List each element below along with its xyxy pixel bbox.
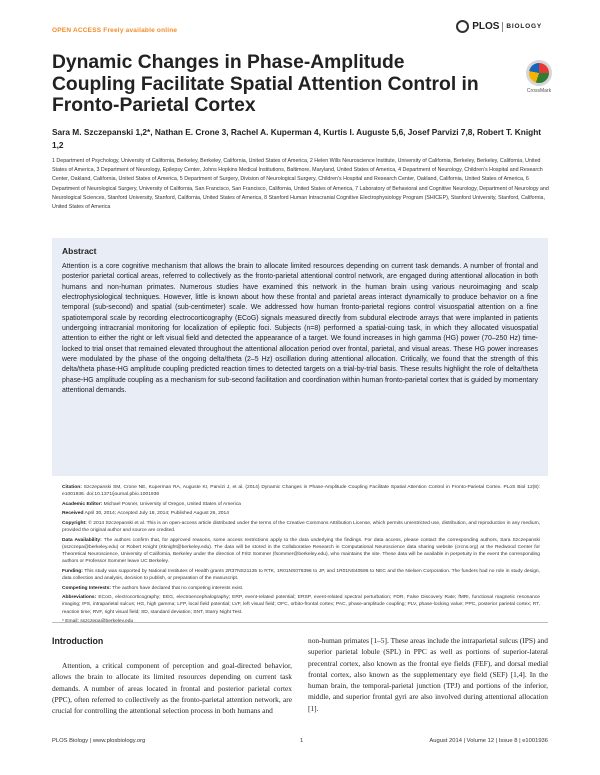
- affiliations: 1 Department of Psychology, University of California, Berkeley, Berkeley, California, United States of America, 2 Helen Wills Neuroscience Institute, University of California, Berkeley, Berkeley, California, United States of America, 3 Department of Neurology, Epilepsy Center, Johns Hopkins Medical Institutions, Baltimore, Maryland, United States of America, 4 Department of Neurology, Children's Hospital and Research Center, Oakland, California, United States of America, 5 Department of Surgery, Division of Neurological Surgery, Children's Hospital and Research Center, Oakland, California, United States of America, 6 Department of Neurological Surgery, University of California, San Francisco, San Francisco, California, United States of America, 7 Laboratory of Behavioral and Cognitive Neurology, Department of Neurology and Neurological Sciences, Stanford University, Stanford, California, United States of America, 8 Stanford Human Intracranial Cognitive Electrophysiology Program (SHICEP), Stanford University, Stanford, California, United States of America: [52, 158, 549, 211]
- publisher-name: PLOS: [472, 21, 500, 32]
- meta-text: This study was supported by National Institutes of Health grants 2R37NS21135 to RTK, 1R01NS078396 to JP, and 1R01NS40596 to NEC and the Nielsen Corporation. The funders had no role in study design, data collection and analysis, decision to publish, or preparation of the manuscript.: [62, 568, 540, 581]
- footer-journal: PLOS Biology | www.plosbiology.org: [52, 738, 146, 744]
- journal-name: BIOLOGY: [506, 23, 542, 30]
- meta-label: Data Availability:: [62, 537, 102, 543]
- meta-text: Szczepanski SM, Crone NE, Kuperman RA, Auguste KI, Parvizi J, et al. (2014) Dynamic Changes in Phase-Amplitude Coupling Facilitate Spatial Attention Control in Fronto-Parietal Cortex. PLoS Biol 12(8): e1001936. doi:10.1371/journal.pbio.1001936: [62, 485, 541, 498]
- editor-line: [62, 501, 540, 508]
- open-access-banner: [52, 27, 177, 34]
- dates-line: [62, 510, 540, 517]
- data-availability-line: [62, 537, 540, 565]
- competing-interests-line: [62, 585, 540, 592]
- meta-label: Copyright:: [62, 521, 87, 527]
- meta-text: Michael Posner, University of Oregon, United States of America: [103, 501, 241, 507]
- open-access-label: OPEN ACCESS Freely available online: [52, 27, 178, 34]
- meta-text: The authors confirm that, for approved reasons, some access restrictions apply to the data underlying the findings. For data access, please contact the corresponding authors, Sara Szczepanski (sszczepa@berkeley.edu) or Robert Knight (rtknight@berkeley.edu). The data will be stored in the Collaborative Research in Computational Neuroscience data sharing website (crcns.org) at the Redwood Center for Theoretical Neuroscience, University of California, Berkeley under the direction of Fritz Sommer (fsommer@berkeley.edu), who maintains the site. These data will be available in perpetuity in the event the corresponding authors or Professor Sommer leave UC Berkeley.: [62, 537, 540, 565]
- intro-right-column: non-human primates [1–5]. These areas include the intraparietal sulcus (IPS) and superior parietal lobule (SPL) in PPC as well as portions of superior-lateral precentral cortex, also known as the frontal eye fields (FEF), and dorsal medial frontal cortex, also known as the supplementary eye field (SEF) [1,4]. In the human brain, the temporal-parietal junction (TPJ) and portions of the inferior, middle, and superior frontal gyri are also involved during attentional allocation [1].: [308, 636, 548, 713]
- crossmark-badge[interactable]: [524, 60, 554, 94]
- funding-line: [62, 568, 540, 582]
- crossmark-icon: [526, 60, 552, 86]
- abbreviations-line: [62, 594, 540, 615]
- meta-label: Received: [62, 511, 84, 517]
- meta-text: © 2014 Szczepanski et al. This is an open-access article distributed under the terms of the Creative Commons Attribution License, which permits unrestricted use, distribution, and reproduction in any medium, provided the original author and source are credited.: [62, 521, 541, 534]
- footer-issue: August 2014 | Volume 12 | Issue 8 | e1001936: [429, 738, 548, 744]
- meta-label: Abbreviations:: [62, 595, 97, 601]
- page-number: 1: [300, 738, 304, 744]
- article-metadata: [62, 484, 540, 628]
- meta-label: Competing Interests:: [62, 585, 111, 591]
- plos-logo-icon: [456, 20, 469, 33]
- meta-label: Academic Editor:: [62, 501, 103, 507]
- abstract-panel: [52, 238, 548, 476]
- citation-line: [62, 484, 540, 498]
- journal-logo: [456, 20, 542, 33]
- copyright-line: [62, 520, 540, 534]
- crossmark-label: CrossMark: [526, 88, 552, 94]
- meta-text: ECoG, electrocorticography; EEG, electroencephalography; ERP, event-related potential; ERSP, event-related spectral perturbation; FDR, False Discovery Rate; fMRI, functional magnetic resonance imaging; IPS, intraparietal sulcus; HG, high gamma; LFP, local field potential; LVF, left visual field; OFC, orbito-frontal cortex; PAC, phase-amplitude coupling; PLV, phase-locking value; PPC, posterior parietal cortex; RT, reaction time; RVF, right visual field; SD, standard deviation; SNT, Starry Night Test.: [62, 595, 540, 615]
- abstract-heading: Abstract: [62, 246, 97, 256]
- intro-left-column: Attention, a critical component of perception and goal-directed behavior, allows the brain to allocate its limited resources depending on current task demands. A number of areas located in frontal and posterior parietal cortex (PPC), often referred to collectively as the fronto-parietal attention network, are crucial for controlling the attentional selection process in both humans and: [52, 661, 292, 716]
- article-title: Dynamic Changes in Phase-Amplitude Coupling Facilitate Spatial Attention Control in Fronto-Parietal Cortex: [52, 52, 479, 116]
- introduction-heading: Introduction: [52, 636, 104, 646]
- meta-text: The authors have declared that no competing interests exist.: [112, 585, 244, 591]
- meta-label: Citation:: [62, 485, 82, 490]
- logo-divider: [502, 22, 503, 32]
- meta-label: Funding:: [62, 568, 83, 574]
- abstract-text: Attention is a core cognitive mechanism that allows the brain to allocate limited resources depending on current task demands. A number of frontal and posterior parietal cortical areas, referred to collectively as the fronto-parietal attentional control network, are engaged during attentional allocation in both humans and non-human primates. Numerous studies have examined this network in the human brain using various neuroimaging and scalp electrophysiological techniques. However, little is known about how these frontal and parietal areas interact dynamically to produce behavior on a fine temporal (sub-second) and spatial (sub-centimeter) scale. We addressed how human fronto-parietal regions control visuospatial attention on a fine spatiotemporal scale by recording electrocorticography (ECoG) signals measured directly from subdural electrode arrays that were implanted in patients undergoing intracranial monitoring for localization of epileptic foci. Subjects (n=8) performed a spatial-cuing task, in which they allocated visuospatial attention to either the right or left visual field and detected the appearance of a target. We found increases in high gamma (HG) power (70–250 Hz) time-locked to trial onset that remained elevated throughout the attentional allocation period over frontal, parietal, and visual areas. These HG power increases were modulated by the phase of the ongoing delta/theta (2–5 Hz) oscillation during attentional allocation. Critically, we found that the strength of this delta/theta phase-HG amplitude coupling predicted reaction times to detected targets on a trial-by-trial basis. These results highlight the role of delta/theta phase-HG amplitude coupling as a mechanism for sub-second facilitation and coordination within human fronto-parietal cortex that is guided by momentary attentional demands.: [62, 263, 538, 395]
- meta-text: April 30, 2014; Accepted July 18, 2014; Published August 26, 2014: [84, 511, 229, 517]
- author-list: Sara M. Szczepanski 1,2*, Nathan E. Crone 3, Rachel A. Kuperman 4, Kurtis I. Auguste 5,6, Josef Parvizi 7,8, Robert T. Knight 1,2: [52, 127, 542, 150]
- section-divider: [52, 622, 548, 623]
